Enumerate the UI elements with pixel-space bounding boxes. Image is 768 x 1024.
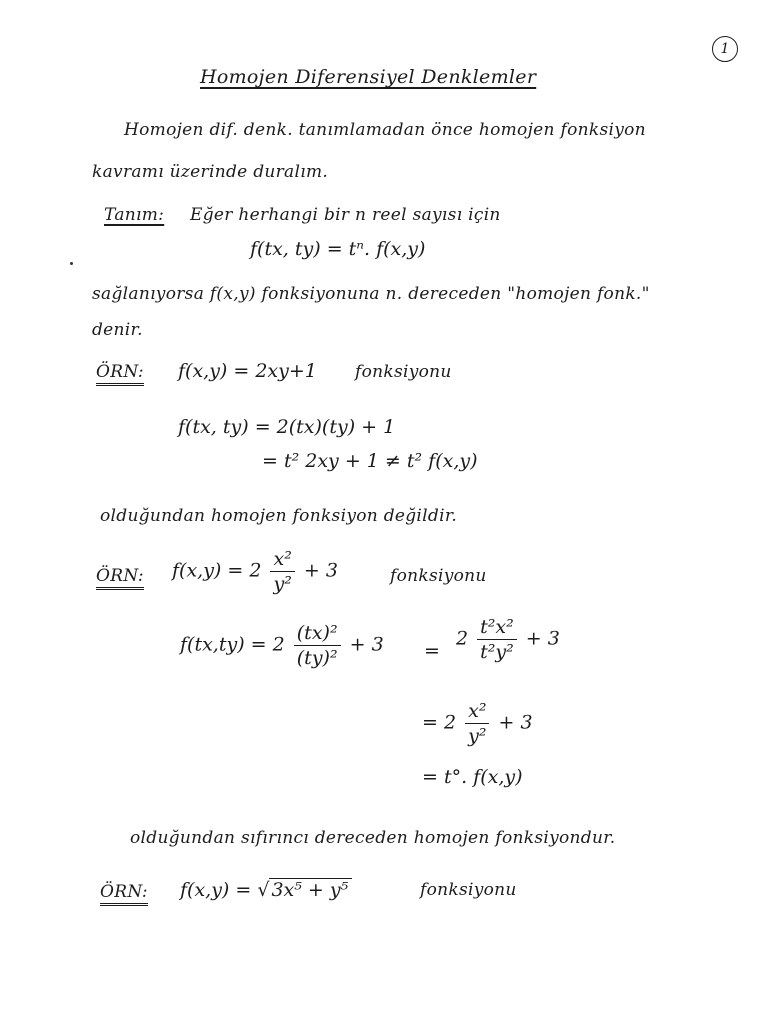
step-1-lhs: f(tx,ty) = 2 [180, 633, 285, 656]
example-1-word: fonksiyonu [355, 362, 452, 382]
intro-line-2: kavramı üzerinde duralım. [92, 162, 329, 182]
step-2-rhs: + 3 [498, 711, 533, 734]
stray-dot [70, 262, 73, 265]
example-2-step-2 [422, 700, 533, 747]
fraction-numerator: x² [465, 700, 489, 724]
intro-line-1: Homojen dif. denk. tanımlamadan önce homojen fonksiyon [124, 120, 646, 140]
step-1b-rhs: + 3 [525, 627, 560, 650]
definition-text: Eğer herhangi bir n reel sayısı için [190, 205, 501, 225]
definition-line-4: denir. [92, 320, 143, 340]
example-1-conclusion: olduğundan homojen fonksiyon değildir. [100, 506, 458, 526]
definition-label: Tanım: [104, 205, 165, 225]
example-1-step-1: f(tx, ty) = 2(tx)(ty) + 1 [178, 416, 396, 438]
example-3-label: ÖRN: [100, 882, 148, 906]
step-2-coefficient: = 2 [422, 711, 457, 734]
step-1-rhs: + 3 [349, 633, 384, 656]
example-1-label: ÖRN: [96, 362, 144, 386]
page-title: Homojen Diferensiyel Denklemler [200, 66, 537, 88]
example-2-label: ÖRN: [96, 566, 144, 590]
fraction-denominator: y² [273, 573, 292, 595]
example-2-word: fonksiyonu [390, 566, 487, 586]
example-2-conclusion: olduğundan sıfırıncı dereceden homojen fonksiyondur. [130, 828, 616, 848]
fraction-numerator: x² [270, 548, 294, 572]
example-1-function: f(x,y) = 2xy+1 [178, 360, 317, 382]
step-1b-fraction [477, 616, 517, 663]
example-1-step-2: = t² 2xy + 1 ≠ t² f(x,y) [262, 450, 478, 472]
square-root [257, 878, 352, 901]
example-3-word: fonksiyonu [420, 880, 517, 900]
example-2-function [172, 548, 338, 595]
step-2-fraction [465, 700, 489, 747]
example-2-lhs: f(x,y) = 2 [172, 559, 262, 582]
radical-sign-icon: √ [257, 879, 270, 901]
fraction-denominator: t²y² [480, 641, 514, 663]
definition-line-3: sağlanıyorsa f(x,y) fonksiyonuna n. dereceden "homojen fonk." [92, 284, 650, 304]
fraction-numerator: t²x² [477, 616, 517, 640]
step-1-fraction [294, 622, 341, 669]
page-number: 1 [712, 36, 738, 62]
example-2-step-1 [180, 622, 384, 669]
example-3-lhs: f(x,y) = [180, 879, 252, 901]
fraction-denominator: (ty)² [296, 647, 338, 669]
radicand: 3x⁵ + y⁵ [269, 878, 352, 901]
example-3-function [180, 878, 352, 901]
fraction-denominator: y² [468, 725, 487, 747]
fraction-numerator: (tx)² [294, 622, 341, 646]
equals-sign: = [424, 640, 440, 662]
definition-formula: f(tx, ty) = tⁿ. f(x,y) [250, 238, 426, 260]
step-1b-coefficient: 2 [456, 627, 469, 650]
example-2-step-3: = t°. f(x,y) [422, 766, 523, 788]
example-2-step-1b [456, 616, 560, 663]
example-2-fraction [270, 548, 294, 595]
example-2-rhs: + 3 [303, 559, 338, 582]
